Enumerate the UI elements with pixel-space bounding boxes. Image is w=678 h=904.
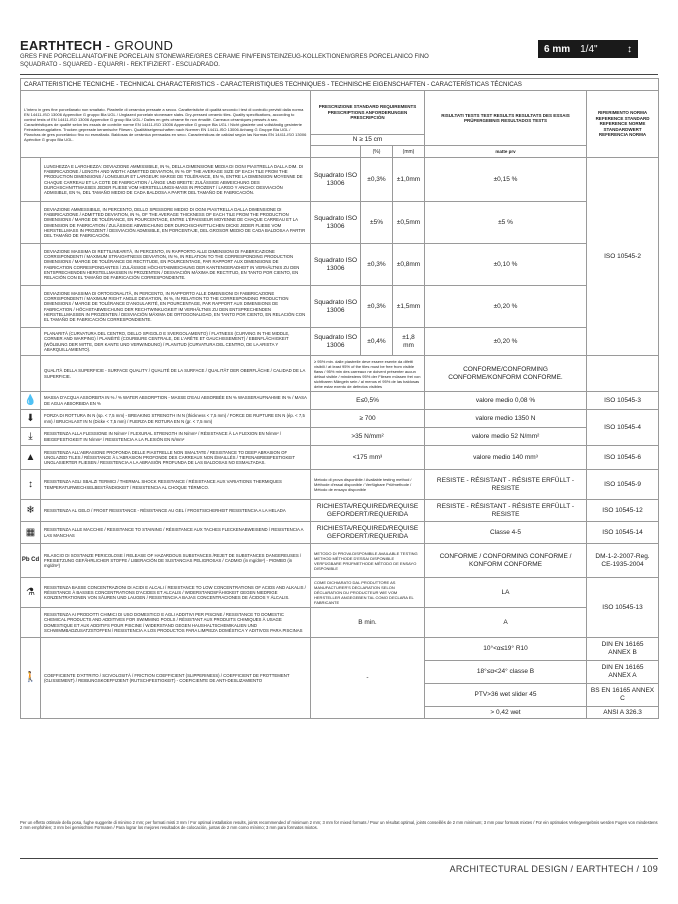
surface-std: ≥ 95% min. dalle piastrelle deve essere esente da difetti visibili / at least 95% of the tiles must be free from visible flaws / 95% min des carreaux ne doivent présenter aucun défaut visible / mindestens 95% der Fliesen müssen frei von sichtbaren Mängeln sein / al menos el 95% de las baldosas debe estar exento de defectos visibles: [311, 356, 425, 392]
row-mm: ±1,0mm: [393, 158, 425, 202]
prop-std: METODO DI PROVA DISPONIBILE AVAILABLE TESTING METHOD MÉTHODE D'ESSAI DISPONIBLE VERFÜGBARE PRÜFMETHODE MÉTODO DE ENSAYO DISPONIBLE: [311, 544, 425, 578]
footnote: Per un effetto ottimale della posa, fughe suggerite di minimo 2 mm; per formati misti 3 mm / For optimal installation results, joints recommended of minimum 2 mm; 3 mm for mixed formats / Pour un résultat optimal, joints conseillés de 2 mm minimum; 3 mm pour formats mixtes / Für ein optimales Verlegeergebnis werden Fugen von mindestens 2 mm empfohlen; 3 mm bei gemischten Formaten / Para lograr los mejores resultados de colocación, juntas de 2 mm como mínimo; 3 mm para formatos mixtos.: [20, 820, 658, 830]
breaking-force-icon: ⬇: [21, 410, 41, 428]
flexural-strength-icon: ⤓: [21, 428, 41, 446]
row-pct: ±0,3%: [361, 286, 393, 328]
prop-std: E≤0,5%: [311, 392, 425, 410]
table-row-surface: [21, 356, 659, 392]
table-caption: CARATTERISTICHE TECNICHE - TECHNICAL CHARACTERISTICS - CARACTERISTIQUES TECHNIQUES - TECHNISCHE EIGENSCHAFTEN - CARACTERÍSTICAS TÉCNICAS: [21, 79, 659, 91]
row-result: ±5 %: [425, 202, 587, 244]
row-std: Squadrato ISO 13006: [311, 202, 361, 244]
prop-std: COME DICHIARATO DAL PRODUTTORE AS MANUFACTURER'S DECLARATION SELON DÉCLARATION DU PRODUCTEUR WIE VOM HERSTELLER ANGEGEBEN TAL COMO DECLARA EL FABRICANTE: [311, 578, 425, 608]
prop-desc: RESISTENZA AGLI SBALZI TERMICI / THERMAL SHOCK RESISTANCE / RÉSISTANCE AUX VARIATIONS THERMIQUES TEMPERATURWECHSELBESTÄNDIGKEIT / RESISTENCIA AL CHOQUE TÉRMICO.: [41, 470, 311, 500]
prop-desc: FORZA DI ROTTURA IN N (sp. < 7,5 mm) - BREAKING STRENGTH IN N (thickness < 7,5 mm) / FORCE DE RUPTURE EN N (ép. < 7,5 mm) / BRUCHLAST IN N (Dicke < 7,5 mm) / FUERZA DE ROTURA EN N (gr. < 7,5 mm): [41, 410, 311, 428]
friction-result: 18°≤α<24° classe B: [425, 661, 587, 684]
row-desc: DEVIAZIONE MASSIMA DI RETTILINEARITÀ, IN PERCENTO, IN RAPPORTO ALLE DIMENSIONI DI FABBRICAZIONE CORRISPONDENTI / MAXIMUM STRAIGHTNESS DEVIATION, IN %, IN RELATION TO THE CORRESPONDING PRODUCTION DIMENSIONS / MARGE DE TOLÉRANCE DE RECTITUDE, EN POURCENTAGE, PAR RAPPORT AUX DIMENSIONS DE FABRICATION CORRESPONDANTES / ZULÄSSIGE HÖCHSTABWEICHUNG DER KANTENGERADHEIT IN VERHÄLTNIS ZU DEN ENTSPRECHENDEN HERSTELLMASSEN IN PROZENTEN / DESVIACIÓN MÁXIMA DE RECTITUD, EN TANTO POR CIENTO, EN RELACIÓN CON EL TAMAÑO DE FABRICACIÓN CORRESPONDIENTE.: [41, 244, 311, 286]
row-std: Squadrato ISO 13006: [311, 328, 361, 356]
head-mm: (mm): [393, 146, 425, 158]
row-std: Squadrato ISO 13006: [311, 286, 361, 328]
row-desc: DEVIAZIONE MASSIMA DI ORTOGONALITÀ, IN PERCENTO, IN RAPPORTO ALLE DIMENSIONI DI FABBRICAZIONE CORRISPONDENTI / MAXIMUM RIGHT ANGLE DEVIATION, IN %, IN RELATION TO THE CORRESPONDING PRODUCTION DIMENSIONS / MARGE DE TOLÉRANCE D'ANGULARITÉ, EN POURCENTAGE, PAR RAPPORT AUX DIMENSIONS DE FABRICATION / HÖCHSTABWEICHUNG DER RECHTWINKLIGKEIT IM VERHÄLTNIS ZU DEN ENTSPRECHENDEN HERSTELLMASSEN IN PROZENTEN / DESVIACIÓN MÁXIMA DE ORTOGONALIDAD, EN TANTO POR CIENTO, EN RELACIÓN CON EL TAMAÑO DE FABRICACIÓN CORRESPONDIENTE.: [41, 286, 311, 328]
prop-desc: RESISTENZA ALLE MACCHIE / RESISTANCE TO STAINING / RÉSISTANCE AUX TACHES FLECKENABWEISEND / RESISTENCIA A LAS MANCHAS: [41, 522, 311, 544]
table-row: [21, 428, 659, 446]
prop-std: Metodo di prova disponibile / Available testing method / Méthode d'essai disponible / Verfügbare Prüfmethode / Método de ensayo disponible: [311, 470, 425, 500]
row-icon-cell: [21, 158, 41, 202]
row-mm: ±0,5mm: [393, 202, 425, 244]
row-icon-cell: [21, 202, 41, 244]
prop-desc: RESISTENZA AL GELO / FROST RESISTANCE - RÉSISTANCE AU GEL / FROSTSICHERHEIT RESISTENCIA A LA HELADA: [41, 500, 311, 522]
prop-ref: DM-1-2-2007-Reg. CE-1935-2004: [587, 544, 659, 578]
water-drops-icon: 💧: [21, 392, 41, 410]
row-icon-cell: [21, 356, 41, 392]
row-icon-cell: [21, 328, 41, 356]
row-desc: DEVIAZIONE AMMESSIBILE, IN PERCENTO, DELLO SPESSORE MEDIO DI OGNI PIASTRELLA DALLA DIMENSIONE DI FABBRICAZIONE / ADMITTED DEVIATION, IN %, OF THE AVERAGE THICKNESS OF EACH TILE FROM THE PRODUCTION DIMENSIONS / MARGE DE TOLÉRANCE, EN POURCENTAGE, ENTRE L'ÉPAISSEUR MOYENNE DE CHAQUE CARREAU ET LA DIMENSION DE FABRICATION / ZULÄSSIGE ABWEICHUNG DER DURCHSCHNITTLICHEN DICKE JEDER FLIESE VOM HERSTELLMASS IN PROZENT / DESVIACIÓN ADMISIBLE, EN PORCENTAJE, DEL GROSOR MEDIO DE CADA BALDOSA A PARTIR DEL TAMAÑO DE FABRICACIÓN.: [41, 202, 311, 244]
subtitle: [20, 53, 520, 69]
head-standard: PRESCRIZIONE STANDARD REQUIREMENTS PRESCRIPTIONS ANFORDERUNGEN PRESCRIPCIÓN: [311, 91, 425, 135]
table-row: [21, 392, 659, 410]
row-result: ±0,20 %: [425, 328, 587, 356]
row-icon-cell: [21, 244, 41, 286]
subtitle-line-1: GRES FINE PORCELLANATO/FINE PORCELAIN STONEWARE/GRES CERAME FIN/FEINSTEINZEUG-KOLLEKTIONEN/GRES PORCELANICO FINO: [20, 54, 429, 60]
friction-std: -: [311, 638, 425, 719]
abrasion-icon: ▲: [21, 446, 41, 470]
prop-result: valore medio 1350 N: [425, 410, 587, 428]
prop-desc: MASSA D'ACQUA ASSORBITA IN % / % WATER ABSORPTION - MASSE D'EAU ABSORBÉE EN % WASSERAUFNAHME IN % / MASA DE AGUA ABSORBIDA EN %: [41, 392, 311, 410]
table-row: [21, 410, 659, 428]
table-row: [21, 500, 659, 522]
row-pct: ±5%: [361, 202, 393, 244]
table-row: [21, 328, 659, 356]
prop-std: <175 mm³: [311, 446, 425, 470]
table-row: [21, 158, 659, 202]
lead-cadmium-icon: Pb Cd: [21, 544, 41, 578]
table-row: [21, 202, 659, 244]
prop-result: RESISTE - RÉSISTANT - RÉSISTE ERFÜLLT - RESISTE: [425, 500, 587, 522]
table-row: [21, 286, 659, 328]
table-row: [21, 608, 659, 638]
prop-result: valore medio 0,08 %: [425, 392, 587, 410]
friction-result: 10°<α≤19° R10: [425, 638, 587, 661]
row-desc: LUNGHEZZA E LARGHEZZA: DEVIAZIONE AMMISSIBILE, IN %, DELLA DIMENSIONE MEDIA DI OGNI PIASTRELLA DALLA DIM. DI FABBRICAZIONE / LENGTH AND WIDTH: ADMITTED DEVIATION, IN % OF THE AVERAGE SIZE OF EACH TILE FROM THE PRODUCTION DIMENSIONS / LONGUEUR ET LARGEUR: MARGE DE TOLÉRANCE, EN %, ENTRE LA DIMENSION MOYENNE DE CHAQUE CARREAU ET LA COTE DE FABRICATION / LÄNGE UND BREITE: ZULÄSSIGE ABWEICHUNG DES DURCHSCHNITTMASSES JEDER FLIESE VOM HERSTELLUNGS-MASS IN PROZENT / LARGO Y ANCHO: DESVIACIÓN ADMISIBLE, EN %, DEL TAMAÑO MEDIO DE CADA BALDOSA A PARTIR DEL TAMAÑO DE FABRICACIÓN.: [41, 158, 311, 202]
table-row: [21, 470, 659, 500]
row-ref: ISO 10545-2: [587, 158, 659, 356]
head-results: RISULTATI TESTS TEST RESULTS RESULTATS DES ESSAIS PRÜFERGEBNIS RESULTADOS TESTS: [425, 91, 587, 146]
title-collection: - GROUND: [101, 38, 174, 53]
friction-ref: BS EN 16165 ANNEX C: [587, 684, 659, 707]
friction-ref: ANSI A 326.3: [587, 707, 659, 719]
row-result: ±0,20 %: [425, 286, 587, 328]
table-row: [21, 244, 659, 286]
prop-std: ≥ 700: [311, 410, 425, 428]
prop-ref: ISO 10545-14: [587, 522, 659, 544]
thermal-expansion-icon: ↕: [21, 470, 41, 500]
prop-result: RESISTE - RÉSISTANT - RÉSISTE ERFÜLLT - RESISTE: [425, 470, 587, 500]
prop-ref: ISO 10545-6: [587, 446, 659, 470]
table-intro: L'intero in gres fine porcellanato non smaltato. Piastrelle di ceramica pressate a secco. Caratteristiche di qualità secondo i test di controllo previsti dalla norma EN 14411-ISO 13006 Appendice G gruppo Bla UGL / Unglazed porcelain stoneware slabs. Dry-pressed ceramic tiles. Quality specifications, according to control tests of EN 14411-ISO 13006 Appendice G group Bla UGL / Dalles en grès cérame fin non émaillé. Carreaux céramiques pressés à sec. Caractéristiques de qualité selon les essais de contrôle norme EN 14411-ISO 13006 Appendice G groupe Bla UGL / Nicht glasierte und vollständig gesinterte Feinsteinzeugplatten. Trocken gepresste keramische Fliesen. Qualitätseigenschaften nach Normen EN 14411-ISO 13006 Anhang G Gruppe Bla UGL / Planchas de gres porcelánico fino no esmaltado. Baldosas de cerámica prensadas en seco. Características de calidad según las Normas EN 14411-ISO 13006 Apéndice G grupo Bla UGL.: [21, 91, 311, 158]
prop-result: A: [425, 608, 587, 638]
row-desc: PLANARITÀ (CURVATURA DEL CENTRO, DELLO SPIGOLO E SVERGOLAMENTO) / FLATNESS (CURVING IN THE MIDDLE, CORNER AND WARPING) / PLANÉITÉ (COURBURE CENTRALE, DE L'ARÊTE ET GAUCHISSEMENT) / EBENFLÄCHIGKEIT (WÖLBUNG DER MITTE, DER KANTE UND VERWINDUNG) / PLANITUD (CURVATURA DEL CENTRO, DE LA ARISTA Y ABARQUILLAMIENTO).: [41, 328, 311, 356]
title-brand: EARTHTECH: [20, 38, 102, 53]
footer-rule: [20, 858, 658, 859]
friction-result: PTV>36 wet slider 45: [425, 684, 587, 707]
thickness-mm: 6 mm: [544, 43, 571, 55]
prop-std: RICHIESTA/REQUIRED/REQUISE GEFORDERT/REQUERIDA: [311, 500, 425, 522]
header-rule: [20, 74, 658, 75]
prop-ref: ISO 10545-13: [587, 578, 659, 638]
prop-result: LA: [425, 578, 587, 608]
row-result: ±0,15 %: [425, 158, 587, 202]
prop-result: CONFORME / CONFORMING CONFORME / KONFORM CONFORME: [425, 544, 587, 578]
frost-icon: ❄: [21, 500, 41, 522]
row-result: ±0,10 %: [425, 244, 587, 286]
subtitle-line-2: SQUADRATO - SQUARED - EQUARRI - REKTIFIZIERT - ESCUADRADO.: [20, 62, 220, 68]
thickness-inch: 1/4": [580, 43, 598, 55]
stain-icon: ▦: [21, 522, 41, 544]
table-row-friction: [21, 638, 659, 661]
surface-desc: QUALITÀ DELLA SUPERFICIE - SURFACE QUALITY / QUALITÉ DE LA SURFACE / QUALITÄT DER OBERFLÄCHE / CALIDAD DE LA SUPERFICIE.: [41, 356, 311, 392]
double-arrow-icon: ↕: [627, 43, 632, 55]
prop-desc: RILASCIO DI SOSTANZE PERICOLOSE / RELEASE OF HAZARDOUS SUBSTANCES /REJET DE SUBSTANCES DANGEREUSES / FREISETZUNG GEFÄHRLICHER STOFFE / LIBERACIÓN DE SUSTANCIAS PELIGROSAS / CADMIO (in mg/dm²) - PIOMBO (in mg/dm²): [41, 544, 311, 578]
prop-std: >35 N/mm²: [311, 428, 425, 446]
prop-std: RICHIESTA/REQUIRED/REQUISE GEFORDERT/REQUERIDA: [311, 522, 425, 544]
table-row: [21, 522, 659, 544]
prop-desc: RESISTENZA BASSE CONCENTRAZIONI DI ACIDI E ALCALI / RESISTANCE TO LOW CONCENTRATIONS OF ACIDS AND ALKALIS / RÉSISTANCE À BASSES CONCENTRATIONS D'ACIDES ET ALCALIS / WIDERSTANDSFÄHIGKEIT GEGEN NIEDRIGE KONZENTRATIONEN VON SÄUREN UND LAUGEN / RESISTENCIA A BAJAS CONCENTRACIONES DE ÁCIDOS Y ÁLCALIS.: [41, 578, 311, 608]
tech-table: [20, 78, 659, 719]
thickness-badge: [538, 40, 638, 58]
surface-result: CONFORME/CONFORMING CONFORME/KONFORM CONFORME.: [425, 356, 587, 392]
prop-ref: ISO 10545-3: [587, 392, 659, 410]
prop-result: valore medio 140 mm³: [425, 446, 587, 470]
surface-ref: [587, 356, 659, 392]
friction-ref: DIN EN 16165 ANNEX B: [587, 638, 659, 661]
row-pct: ±0,3%: [361, 244, 393, 286]
page-title: [20, 38, 173, 53]
prop-std: B min.: [311, 608, 425, 638]
row-std: Squadrato ISO 13006: [311, 244, 361, 286]
prop-ref: ISO 10545-9: [587, 470, 659, 500]
row-std: Squadrato ISO 13006: [311, 158, 361, 202]
table-row: [21, 544, 659, 578]
prop-result: Classe 4-5: [425, 522, 587, 544]
prop-desc: RESISTENZA ALL'ABRASIONE PROFONDA DELLE PIASTRELLE NON SMALTATE / RESISTANCE TO DEEP ABRASION OF UNGLAZED TILES / RÉSISTANCE À L'ABRASION PROFONDE DES CARREAUX NON ÉMAILLÉS / TIEFENABRIEBFESTIGKEIT UNGLASIERTER FLIESEN / RESISTENCIA A LA ABRASIÓN PROFUNDA DE LAS BALDOSAS NO ESMALTADAS.: [41, 446, 311, 470]
friction-ref: DIN EN 16165 ANNEX A: [587, 661, 659, 684]
row-icon-cell: [21, 286, 41, 328]
head-size: N ≥ 15 cm: [311, 135, 425, 146]
prop-desc: RESISTENZA AI PRODOTTI CHIMICI DI USO DOMESTICO E AGLI ADDITIVI PER PISCINE / RESISTANCE TO DOMESTIC CHEMICAL PRODUCTS AND ADDITIVES FOR SWIMMING POOLS / RÉSISTANT AUX PRODUITS CHIMIQUES À USAGE DOMESTIQUE ET AUX ADDITIFS POUR PISCINE / WIDERSTAND GEGEN HAUSHALTSCHEMIKALIEN UND SCHWIMMBADZUSATZSTOFFEN / RESISTENCIA A LOS PRODUCTOS PARA LIMPIEZA DOMÉSTICA Y ADITIVOS PARA PISCINAS: [41, 608, 311, 638]
slip-icon: 🚶: [21, 638, 41, 719]
row-mm: ±0,8mm: [393, 244, 425, 286]
friction-desc: COEFFICIENTE D'ATTRITO / SCIVOLOSITÀ / FRICTION COEFFICIENT (SLIPPERINESS) / COEFFICIENT DE FROTTEMENT (GLISSEMENT) / REIBUNGSKOEFFIZIENT (RUTSCHFESTIGKEIT) - COEFICIENTE DE ANTI-DESLIZAMIENTO: [41, 638, 311, 719]
head-pct: (%): [361, 146, 393, 158]
page-footer: ARCHITECTURAL DESIGN / EARTHTECH / 109: [449, 864, 658, 874]
prop-result: valore medio 52 N/mm²: [425, 428, 587, 446]
row-mm: ±1,8 mm: [393, 328, 425, 356]
table-row: [21, 578, 659, 608]
chemical-icon: ⚗: [21, 578, 41, 608]
prop-ref: ISO 10545-4: [587, 410, 659, 446]
row-icon-cell: [21, 608, 41, 638]
head-empty: [311, 146, 361, 158]
row-mm: ±1,5mm: [393, 286, 425, 328]
head-finish: matte prv: [425, 146, 587, 158]
prop-desc: RESISTENZA ALLA FLESSIONE IN N/mm² / FLEXURAL STRENGTH IN N/mm² / RÉSISTANCE À LA FLEXION EN N/mm² / BIEGEFESTIGKEIT IN N/mm² / RESISTENCIA A LA FLEXIÓN EN N/mm²: [41, 428, 311, 446]
row-pct: ±0,4%: [361, 328, 393, 356]
friction-result: > 0,42 wet: [425, 707, 587, 719]
table-row: [21, 446, 659, 470]
row-pct: ±0,3%: [361, 158, 393, 202]
prop-ref: ISO 10545-12: [587, 500, 659, 522]
head-reference: RIFERIMENTO NORMA REFERENCE STANDARD REFERENCE NORME STANDARDWERT REFERENCIA NORMA: [587, 91, 659, 158]
